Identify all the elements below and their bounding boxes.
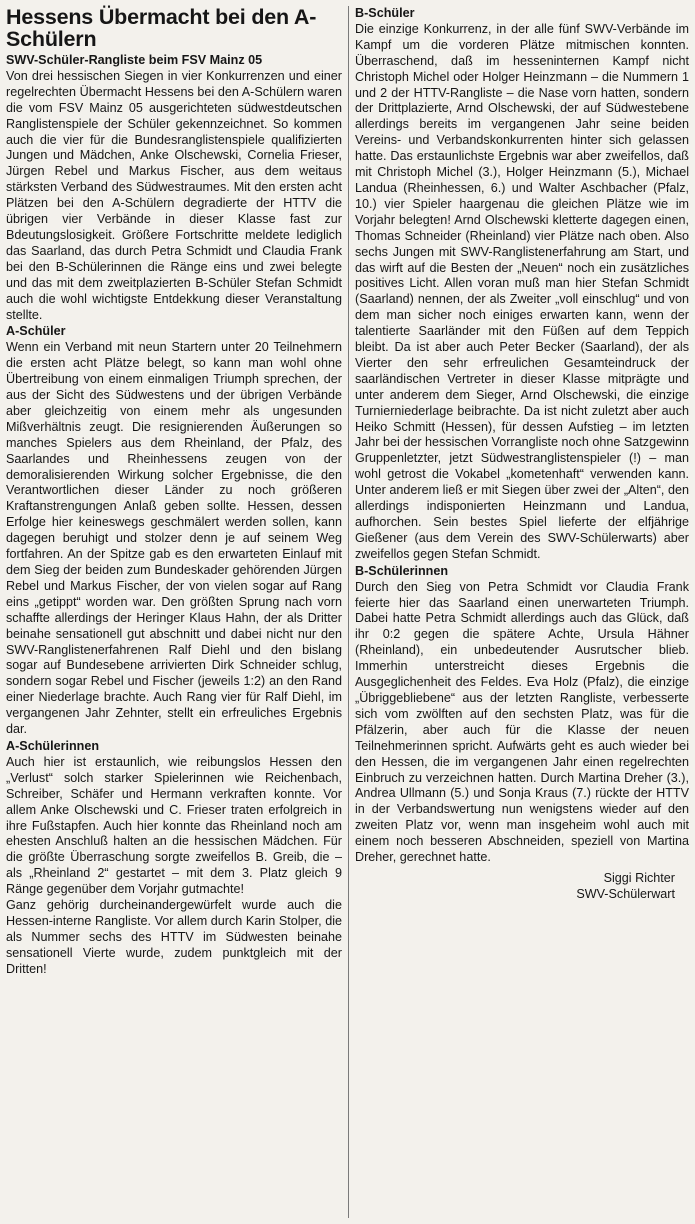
article-headline: Hessens Übermacht bei den A-Schülern (6, 5, 317, 51)
section-a-schuelerinnen-paragraph-2: Ganz gehörig durcheinandergewürfelt wurde auch die Hessen-interne Rangliste. Vor allem durch Karin Stolper, die als Nummer sechs des HTTV im Südwesten beinahe sensationell Vierte wurde, zudem punktgleich mit der Dritten! (6, 898, 342, 976)
article-intro: Von drei hessischen Siegen in vier Konkurrenzen und einer regelrechten Übermacht Hessens bei den A-Schülern waren die vom FSV Mainz 05 ausgerichteten südwestdeutschen Ranglistenspiele der Schüler gekennzeichnet. So kommen auch die vier für die Bundesranglistenspiele qualifizierten Jungen und Mädchen, Anke Olschewski, Cornelia Frieser, Jürgen Rebel und Markus Fischer, aus dem weitaus stärksten Verband des Südwestraumes. Mit den ersten acht Plätzen bei den A-Schülern degradierte der HTTV die übrigen vier Verbände in dieser Klasse fast zur Bdeutungslosigkeit. Größere Fortschritte meldete lediglich das Saarland, das durch Petra Schmidt und Claudia Frank bei den B-Schülerinnen die Ränge eins und zwei belegte und das mit dem zweitplazierten B-Schüler Stefan Schmidt auch die wohl wichtigste Entdekkung dieser Veranstaltung stellte. (6, 68, 342, 322)
section-heading-b-schuelerinnen: B-Schülerinnen (355, 563, 449, 578)
column-divider (348, 6, 349, 1218)
author-signature (355, 871, 675, 903)
section-heading-a-schueler: A-Schüler (6, 324, 66, 339)
author-role: SWV-Schülerwart (576, 886, 675, 901)
right-column (355, 6, 689, 903)
section-a-schueler-paragraph: Wenn ein Verband mit neun Startern unter 20 Teilnehmern die ersten acht Plätze belegt, so kann man wohl ohne Übertreibung von einem einmaligen Triumph sprechen, der aus der Sicht des Südwestens und der übrigen Verbände aber gleichzeitig von einem mehr als ungesunden Mißverhältnis zeugt. Die resignierenden Äußerungen so manches Spielers aus dem Rheinland, der Pfalz, des Saarlandes und Rheinhessens zeugen von der demoralisierenden Wirkung solcher Ergebnisse, die den Verantwortlichen dieser Länder zu noch größeren Kraftanstrengungen Anlaß geben sollte. Hessen, dessen Erfolge hier keineswegs geschmälert werden sollen, kann dagegen beruhigt und stolzer denn je auf seinem Weg fortfahren. An der Spitze gab es den erwarteten Einlauf mit dem Sieg der beiden zum Bundeskader gehörenden Jürgen Rebel und Markus Fischer, der von vielen sogar auf Rang eins „getippt“ worden war. Den größten Sprung nach vorn schaffte allerdings der Heringer Klaus Hahn, der als Dritter beinahe sensationell gut abschnitt und dabei nicht nur den SWV-Ranglistenerfahrenen Ralf Diehl und den bislang sogar auf Bundesebene arrivierten Dirk Schneider schlug, sondern sogar Rebel und Fischer (jeweils 1:2) an den Rand einer Niederlage brachte. Auch Rang vier für Ralf Diehl, im vergangenen Jahr Zehnter, stellt ein erfreuliches Ergebnis dar. (6, 340, 342, 737)
section-a-schuelerinnen-paragraph-1: Auch hier ist erstaunlich, wie reibungslos Hessen den „Verlust“ solch starker Spielerinnen wie Reichenbach, Schreiber, Schäfer und Hermann verkraften konnte. Vor allem Anke Olschewski und C. Frieser traten erfolgreich in ihre Fußstapfen. Auch hier konnte das Rheinland noch am ehesten Anschluß halten an die hessischen Mädchen. Für die größte Überraschung sorgte zweifellos B. Greib, die – als „Rheinland 2“ gestartet – mit dem 3. Platz gleich 9 Ränge gegenüber dem Vorjahr gutmachte! (6, 754, 342, 897)
article-subheadline: SWV-Schüler-Rangliste beim FSV Mainz 05 (6, 53, 263, 67)
section-heading-b-schueler: B-Schüler (355, 6, 415, 20)
section-b-schuelerinnen-paragraph: Durch den Sieg von Petra Schmidt vor Claudia Frank feierte hier das Saarland einen unerwarteten Triumph. Dabei hatte Petra Schmidt allerdings auch das Glück, daß ihr 0:2 gegen die spätere Achte, Ursula Hähner (Rheinland), ein unbedeutender Ausrutscher blieb. Immerhin unterstreicht dieses Ergebnis die Ausgeglichenheit des Feldes. Eva Holz (Pfalz), die einzige „Übriggebliebene“ aus der letzten Rangliste, verbesserte sich vom zwölften auf den sechsten Platz, was für die Pfälzerin, aber auch für die Klasse der neuen Teilnehmerinnen spricht. Aufwärts geht es auch wieder bei den Hessen, die im vergangenen Jahr einen regelrechten Einbruch zu verzeichnen hatten. Durch Martina Dreher (3.), Andrea Ullmann (5.) und Sonja Kraus (7.) rückte der HTTV in der Verbandswertung nun wenigstens wieder auf den zweiten Platz vor, wenn man insgeheim wohl auch mit einem noch besseren Abschneiden, speziell von Martina Dreher, gerechnet hatte. (355, 579, 689, 865)
author-name: Siggi Richter (603, 870, 675, 885)
left-column (6, 6, 342, 978)
section-heading-a-schuelerinnen: A-Schülerinnen (6, 738, 100, 753)
section-b-schueler-paragraph: Die einzige Konkurrenz, in der alle fünf SWV-Verbände im Kampf um die vorderen Plätze mitmischen konnten. Überraschend, daß im hesseninternen Kampf nicht Christoph Michel oder Holger Heinzmann – die Nummern 1 und 2 der HTTV-Rangliste – die Nase vorn hatten, sondern der Drittplazierte, Arnd Olschewski, der auf Südwestebene allerdings bereits im vergangenen Jahr seine beiden Vereins- und Verbandskonkurrenten hinter sich gelassen hatte. Das erstaunlichste Ergebnis war aber zweifellos, daß mit Christoph Michel (3.), Holger Heinzmann (5.), Michael Landua (Rheinhessen, 6.) und Walter Aschbacher (Pfalz, 10.) vier Spieler haargenau die gleichen Plätze wie im Vorjahr belegten! Arnd Olschewski kletterte dagegen einen, Thomas Schneider (Rheinland) vier Plätze nach oben. Also sechs Jungen mit SWV-Ranglistenerfahrung am Start, und das wirft auf die Besten der „Neuen“ noch ein zusätzliches positives Licht. Allen voran muß man hier Stefan Schmidt (Saarland) nennen, der als Zweiter „voll einschlug“ und von dem man sicher noch einiges erwarten kann, wenn der talentierte Saarländer mit den Füßen auf dem Teppich bleibt. Da ist aber auch Peter Becker (Saarland), der als Vierter den sehr erfreulichen Gesamteindruck der saarländischen Vertreter in dieser Klasse mitprägte und unter anderem dem Sieger, Arnd Olschewski, die einzige Turnierniederlage beibrachte. Da ist nicht zuletzt aber auch Heiko Schmitt (Hessen), für dessen Aufstieg – im letzten Jahr bei der hessischen Vorrangliste noch ohne Satzgewinn Gruppenletzter, jetzt Südwestranglistenspieler (!) – man wohl getrost die Vokabel „kometenhaft“ verwenden kann. Unter anderem ließ er mit Siegen über zwei der „Alten“, den allerdings indisponierten Heinzmann und Landua, aufhorchen. Sein bestes Spiel lieferte der elfjährige Gießener (aus dem Verein des SWV-Schülerwarts) aber zweifellos gegen Stefan Schmidt. (355, 21, 689, 561)
